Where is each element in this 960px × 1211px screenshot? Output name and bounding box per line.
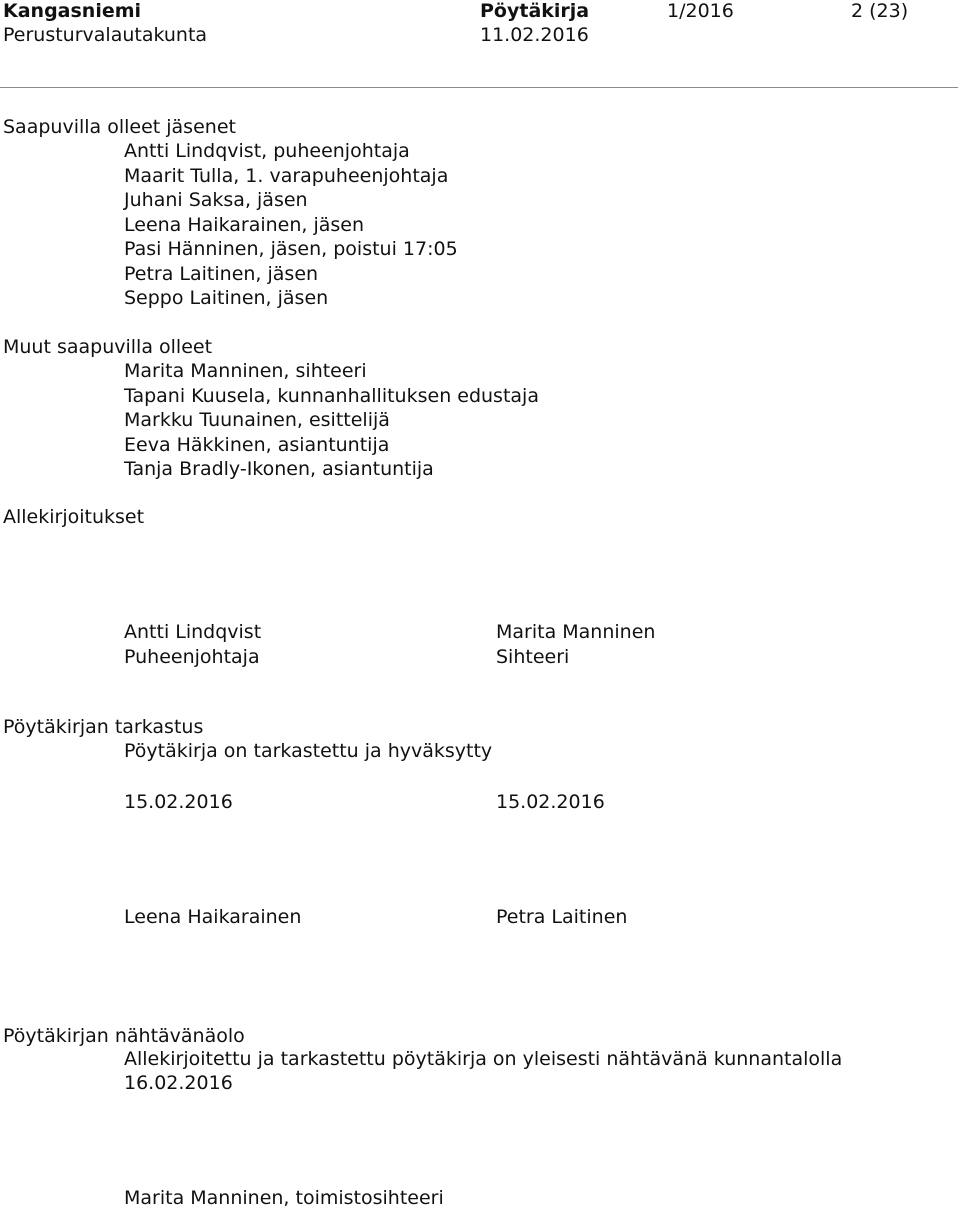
review-date-right: 15.02.2016: [496, 791, 605, 813]
review-heading: Pöytäkirjan tarkastus: [3, 716, 204, 738]
display-text: Allekirjoitettu ja tarkastettu pöytäkirja on yleisesti nähtävänä kunnantalolla: [124, 1048, 843, 1070]
org-name: Kangasniemi: [3, 0, 142, 22]
secretary-role: Sihteeri: [496, 646, 570, 668]
chair-name: Antti Lindqvist: [124, 621, 262, 643]
list-item: Eeva Häkkinen, asiantuntija: [124, 433, 390, 456]
secretary-name: Marita Manninen: [496, 621, 656, 643]
others-heading: Muut saapuvilla olleet: [3, 336, 213, 358]
list-item: Maarit Tulla, 1. varapuheenjohtaja: [124, 164, 449, 187]
display-signer: Marita Manninen, toimistosihteeri: [124, 1187, 444, 1209]
meeting-date: 11.02.2016: [480, 24, 589, 46]
signatures-heading: Allekirjoitukset: [3, 506, 145, 528]
display-date: 16.02.2016: [124, 1072, 233, 1094]
list-item: Marita Manninen, sihteeri: [124, 360, 367, 382]
list-item: Pasi Hänninen, jäsen, poistui 17:05: [124, 238, 458, 260]
header-divider: [0, 87, 958, 88]
reviewer-right: Petra Laitinen: [496, 906, 628, 928]
review-text: Pöytäkirja on tarkastettu ja hyväksytty: [124, 740, 493, 762]
list-item: Leena Haikarainen, jäsen: [124, 213, 365, 236]
list-item: Seppo Laitinen, jäsen: [124, 287, 329, 309]
list-item: Petra Laitinen, jäsen: [124, 262, 319, 285]
document-type: Pöytäkirja: [480, 0, 590, 22]
committee-name: Perusturvalautakunta: [3, 24, 208, 46]
members-heading: Saapuvilla olleet jäsenet: [3, 116, 236, 138]
list-item: Markku Tuunainen, esittelijä: [124, 409, 390, 431]
reviewer-left: Leena Haikarainen: [124, 906, 302, 928]
list-item: Juhani Saksa, jäsen: [124, 189, 308, 211]
members-list: [124, 139, 458, 311]
list-item: Tapani Kuusela, kunnanhallituksen edustaja: [124, 384, 539, 407]
list-item: Antti Lindqvist, puheenjohtaja: [124, 140, 410, 162]
list-item: Tanja Bradly-Ikonen, asiantuntija: [124, 458, 434, 480]
chair-role: Puheenjohtaja: [124, 646, 260, 668]
others-list: [124, 359, 539, 482]
review-date-left: 15.02.2016: [124, 791, 233, 813]
meeting-number: 1/2016: [667, 0, 734, 22]
page-number: 2 (23): [851, 0, 909, 22]
display-heading: Pöytäkirjan nähtävänäolo: [3, 1025, 245, 1047]
